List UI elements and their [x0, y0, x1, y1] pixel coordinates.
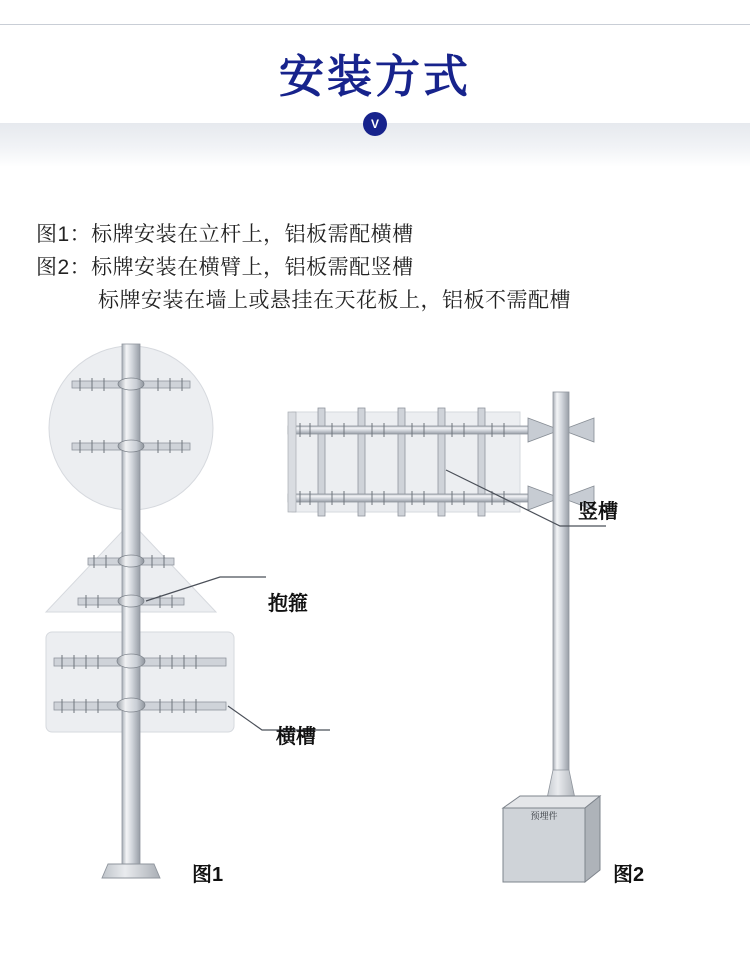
callout-label-shucao: 竖槽: [578, 501, 618, 523]
pole-base-plate: [102, 864, 160, 878]
page-title: 安装方式: [278, 51, 471, 102]
page-header: [0, 0, 750, 170]
caption-line-3: 标牌安装在墙上或悬挂在天花板上，铝板不需配槽: [98, 289, 571, 312]
foundation-label: 预埋件: [530, 811, 558, 821]
caption-line-1: 图1：标牌安装在立杆上，铝板需配横槽: [36, 223, 414, 246]
lower-horizontal-arm: [288, 494, 538, 502]
figure2-vertical-pole: [553, 392, 569, 802]
figure-2-label: 图2: [613, 864, 645, 886]
caption-block: [36, 218, 726, 317]
caption-line-2: 图2：标牌安装在横臂上，铝板需配竖槽: [36, 256, 414, 279]
callout-label-hengcao: 横槽: [276, 726, 316, 748]
diagram-area: [0, 330, 750, 900]
panel-left-edge: [288, 412, 296, 512]
chevron-down-icon: V: [363, 112, 387, 136]
foundation-block: [503, 796, 600, 882]
installation-diagram: [0, 330, 750, 900]
callout-label-baogu: 抱箍: [268, 593, 308, 615]
figure-2-group: [288, 392, 606, 882]
figure-1-label: 图1: [192, 864, 224, 886]
upper-horizontal-arm: [288, 426, 538, 434]
